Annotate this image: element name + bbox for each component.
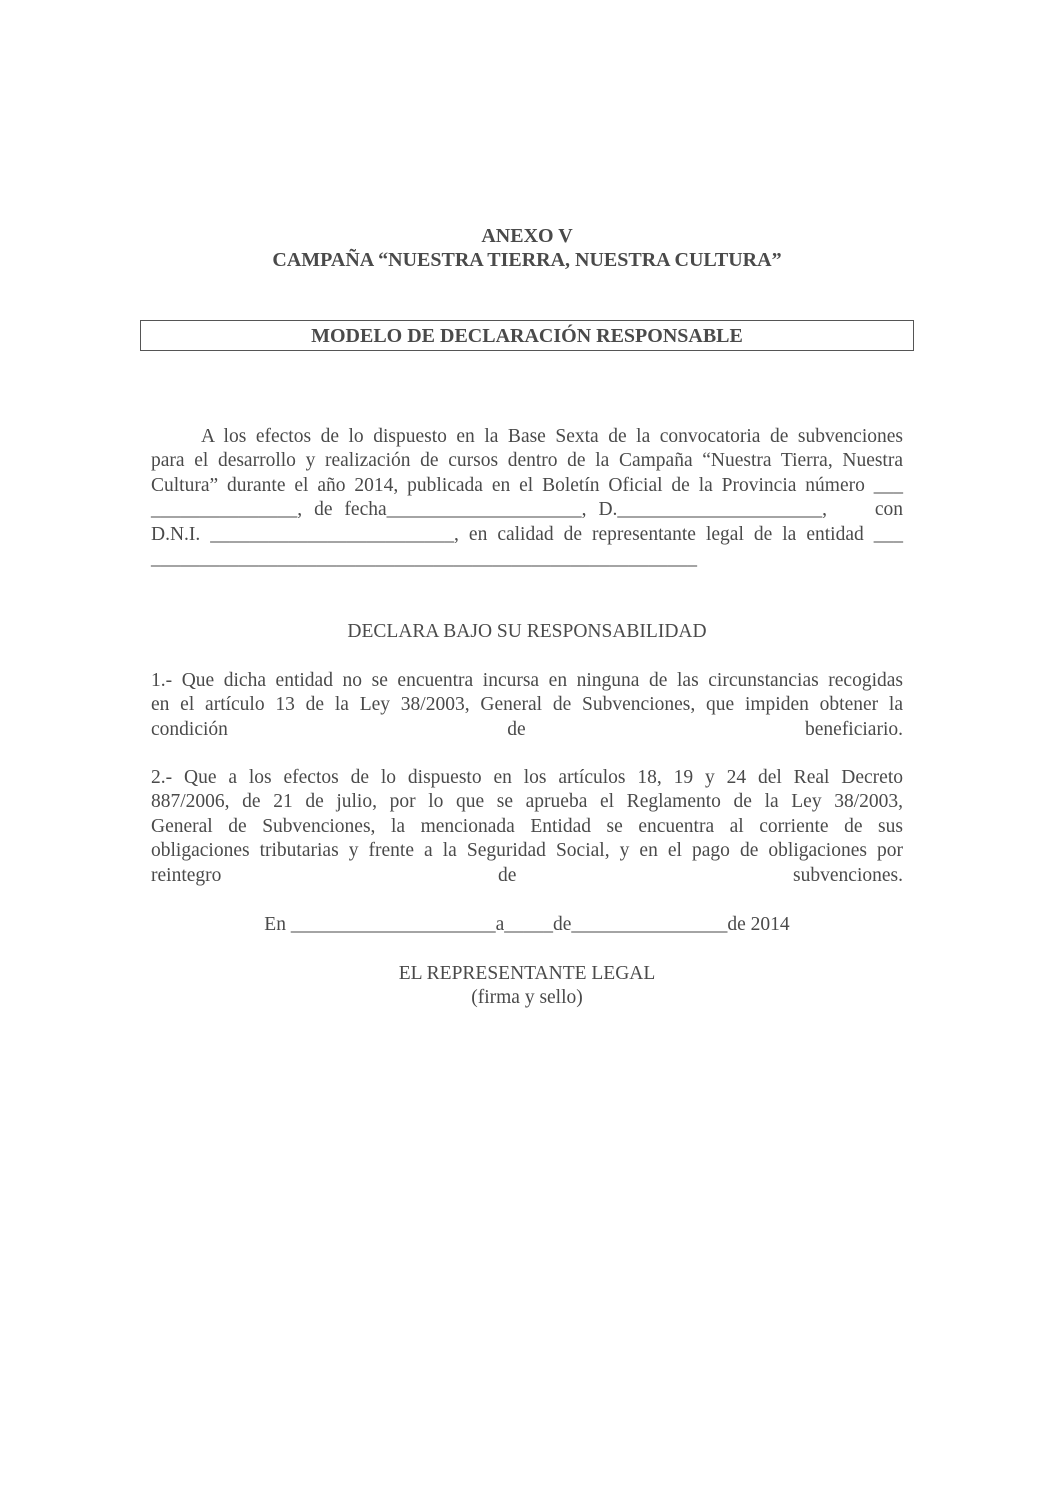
- model-title: MODELO DE DECLARACIÓN RESPONSABLE: [311, 325, 743, 347]
- item1-line-1: 1.- Que dicha entidad no se encuentra incursa en ninguna de las circunstancias recogidas: [151, 670, 903, 691]
- item2-line-1: 2.- Que a los efectos de lo dispuesto en los artículos 18, 19 y 24 del Real Decreto: [151, 767, 903, 788]
- item2-line-3: General de Subvenciones, la mencionada Entidad se encuentra al corriente de sus: [151, 815, 903, 837]
- campaign-title: CAMPAÑA “NUESTRA TIERRA, NUESTRA CULTURA”: [272, 249, 782, 271]
- signature-note: (firma y sello): [471, 987, 583, 1008]
- intro-line-5: D.N.I. _________________________, en calidad de representante legal de la entidad ___: [151, 523, 903, 545]
- model-title-box: [140, 320, 914, 351]
- item1-line-3: condición de beneficiario.: [151, 718, 903, 740]
- intro-line-6: ________________________________________________________: [151, 548, 697, 570]
- item2-line-2: 887/2006, de 21 de julio, por lo que se aprueba el Reglamento de la Ley 38/2003,: [151, 791, 903, 813]
- item1-line-2: en el artículo 13 de la Ley 38/2003, General de Subvenciones, que impiden obtener la: [151, 694, 903, 716]
- declaration-heading: DECLARA BAJO SU RESPONSABILIDAD: [347, 621, 707, 642]
- legal-representative: EL REPRESENTANTE LEGAL: [398, 963, 656, 984]
- annex-title: ANEXO V: [481, 225, 573, 247]
- place-date-line: En _____________________a_____de________________de 2014: [264, 914, 790, 935]
- declaration-item-2: [151, 766, 903, 888]
- declaration-item-1: [151, 669, 903, 742]
- intro-line-1: A los efectos de lo dispuesto en la Base Sexta de la convocatoria de subvenciones: [201, 426, 903, 447]
- item2-line-5: reintegro de subvenciones.: [151, 864, 903, 886]
- intro-line-2: para el desarrollo y realización de cursos dentro de la Campaña “Nuestra Tierra, Nuestra: [151, 450, 903, 472]
- intro-paragraph: [151, 425, 903, 571]
- item2-line-4: obligaciones tributarias y frente a la Seguridad Social, y en el pago de obligaciones por: [151, 840, 903, 862]
- intro-line-4: _______________, de fecha____________________, D._____________________, con: [151, 499, 903, 521]
- intro-line-3: Cultura” durante el año 2014, publicada en el Boletín Oficial de la Provincia número ___: [151, 474, 903, 496]
